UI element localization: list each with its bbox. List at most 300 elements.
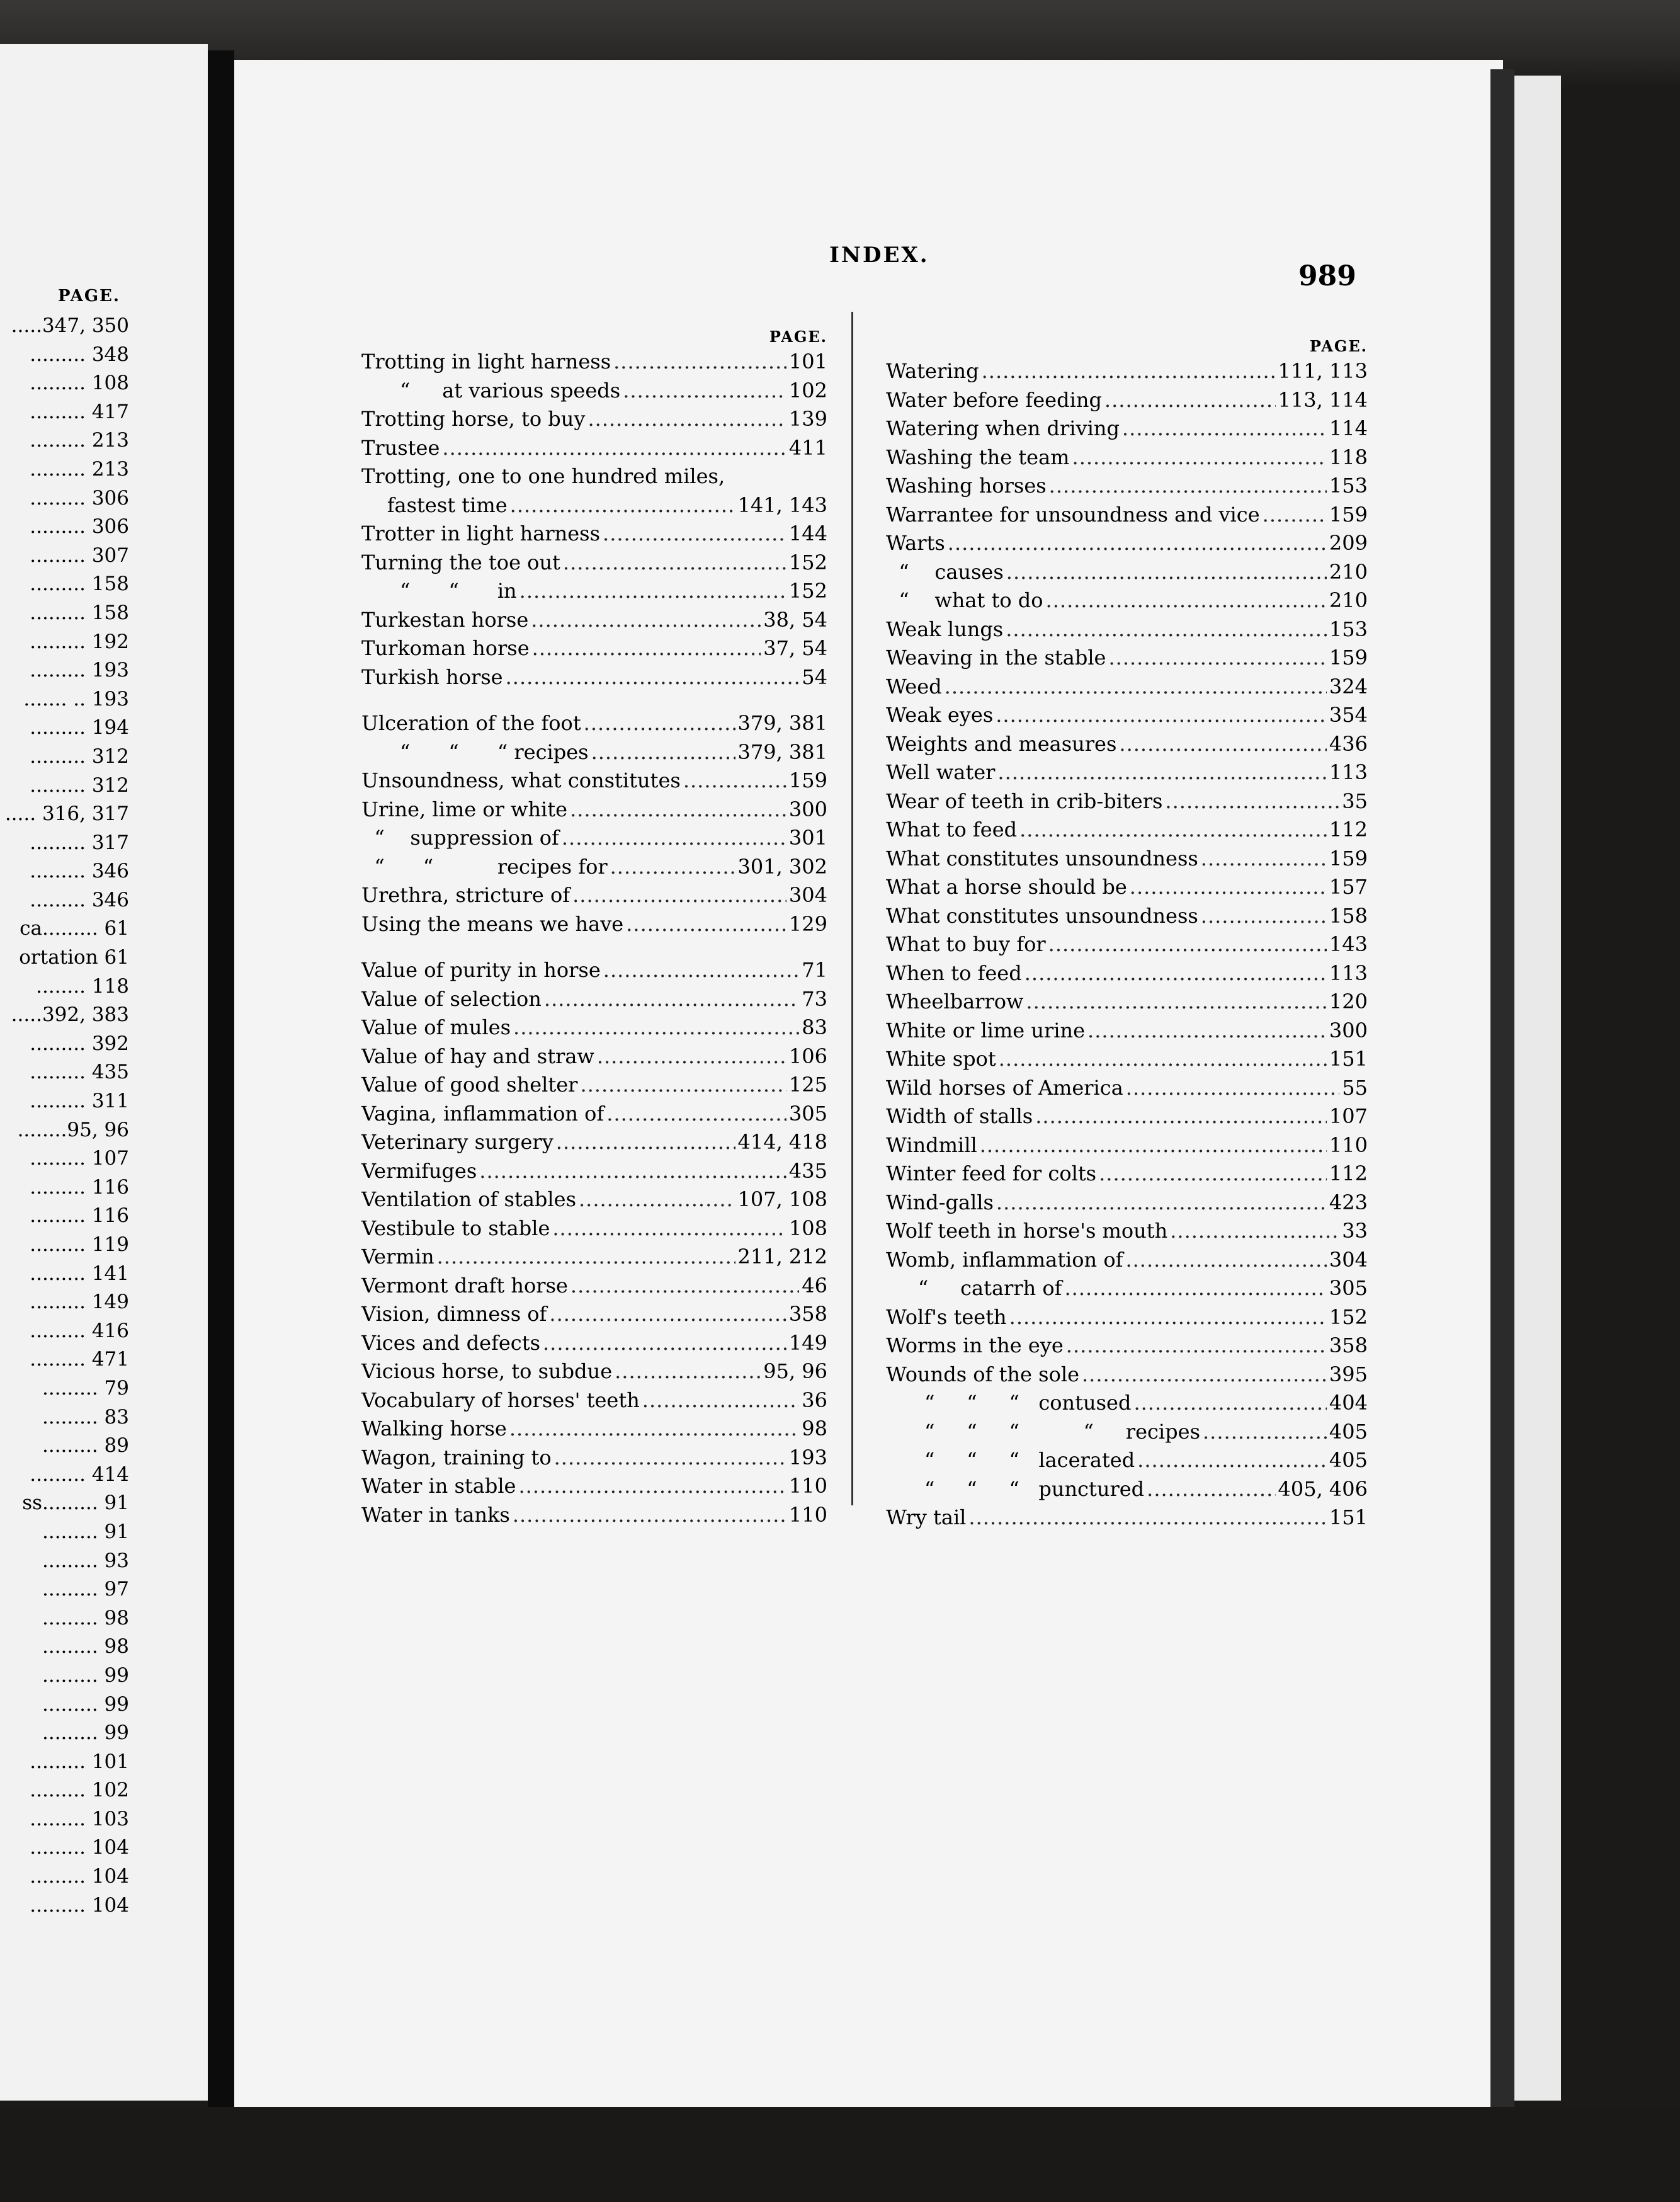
- index-entry: [361, 1472, 827, 1501]
- index-entry: [361, 910, 827, 939]
- dot-leader: [1035, 1102, 1327, 1131]
- left-page-fragment: ......... 98: [42, 1635, 129, 1658]
- left-page-fragment: .....392, 383: [11, 1003, 129, 1027]
- left-page-fragment: ......... 116: [30, 1175, 129, 1199]
- index-term: “ “ in: [361, 579, 517, 603]
- dot-leader: [606, 1100, 786, 1129]
- left-page-fragment: ......... 192: [30, 630, 129, 653]
- index-term: When to feed: [886, 961, 1022, 985]
- left-page-fragment: ......... 91: [42, 1520, 129, 1543]
- left-page-fragment: ......... 141: [30, 1262, 129, 1285]
- index-page-ref: 46: [802, 1273, 827, 1298]
- index-page-ref: 405: [1329, 1448, 1368, 1472]
- index-page-ref: 211, 212: [737, 1245, 827, 1269]
- index-entry: [886, 1446, 1368, 1475]
- index-page-ref: 107: [1329, 1104, 1368, 1128]
- index-term: Water in stable: [361, 1474, 516, 1498]
- index-term: “ “ recipes for: [361, 854, 608, 879]
- index-term: Weights and measures: [886, 731, 1117, 756]
- index-term: Wind-galls: [886, 1190, 994, 1214]
- dot-leader: [506, 663, 800, 692]
- index-entry: [886, 1418, 1368, 1447]
- index-term: Ulceration of the foot: [361, 711, 581, 735]
- index-entry: [361, 405, 827, 434]
- index-page-ref: 358: [1329, 1333, 1368, 1357]
- dot-leader: [1137, 1446, 1327, 1475]
- left-page-fragment: ......... 101: [30, 1750, 129, 1773]
- left-page-fragment: ......... 89: [42, 1434, 129, 1458]
- index-term: Well water: [886, 760, 996, 784]
- index-entry: [886, 529, 1368, 558]
- index-entry: [361, 1300, 827, 1329]
- index-entry: [361, 462, 827, 491]
- index-page-ref: 111, 113: [1278, 359, 1368, 383]
- index-term: White spot: [886, 1047, 996, 1071]
- dot-leader: [544, 985, 799, 1014]
- dot-leader: [1122, 414, 1327, 443]
- index-entry: [886, 1017, 1368, 1046]
- dot-leader: [1006, 615, 1327, 644]
- index-term: Veterinary surgery: [361, 1130, 553, 1154]
- dot-leader: [509, 1415, 799, 1444]
- dot-leader: [610, 853, 735, 882]
- index-term: Watering when driving: [886, 416, 1120, 440]
- index-page-ref: 95, 96: [763, 1359, 827, 1383]
- index-entry: [886, 730, 1368, 759]
- left-page-fragment: ......... 348: [30, 343, 129, 366]
- dot-leader: [615, 1357, 761, 1386]
- left-page-fragment: ......... 99: [42, 1663, 129, 1687]
- index-entry: [886, 1102, 1368, 1131]
- left-page-fragment: ......... 98: [42, 1606, 129, 1629]
- left-page-fragment: ......... 312: [30, 773, 129, 797]
- index-entry: [361, 1329, 827, 1358]
- dot-leader: [570, 796, 786, 824]
- index-page-ref: 324: [1329, 674, 1368, 699]
- index-term: Windmill: [886, 1132, 977, 1157]
- index-entry: [361, 738, 827, 767]
- dot-leader: [997, 758, 1327, 787]
- index-page-ref: 405: [1329, 1419, 1368, 1444]
- index-term: Warts: [886, 531, 945, 555]
- index-term: Vicious horse, to subdue: [361, 1359, 613, 1383]
- index-entry: [886, 902, 1368, 931]
- left-page-fragment: ......... 104: [30, 1865, 129, 1888]
- column-divider: [851, 312, 853, 1505]
- index-entry: [886, 586, 1368, 615]
- index-term: Weak lungs: [886, 617, 1004, 641]
- index-term: Value of purity in horse: [361, 958, 601, 982]
- dot-leader: [642, 1386, 799, 1415]
- index-term: Trustee: [361, 435, 440, 460]
- dot-leader: [996, 1189, 1327, 1218]
- index-page-ref: 110: [1329, 1132, 1368, 1157]
- index-term: Vision, dimness of: [361, 1302, 547, 1326]
- index-term: Washing horses: [886, 474, 1047, 498]
- dot-leader: [1201, 902, 1327, 931]
- dot-leader: [563, 549, 786, 578]
- index-term: Wolf teeth in horse's mouth: [886, 1219, 1168, 1243]
- index-entry: [886, 845, 1368, 874]
- index-term: Turning the toe out: [361, 550, 560, 574]
- index-entry: [886, 1361, 1368, 1389]
- left-page-fragment: ......... 158: [30, 601, 129, 624]
- index-entry: [886, 1189, 1368, 1218]
- dot-leader: [556, 1128, 735, 1157]
- index-page-ref: 159: [1329, 646, 1368, 670]
- dot-leader: [1130, 873, 1327, 902]
- left-page-fragment: ..... 316, 317: [4, 802, 129, 826]
- index-page-ref: 144: [788, 522, 827, 545]
- dot-leader: [442, 434, 786, 463]
- index-entry: [886, 1503, 1368, 1532]
- index-page-ref: 159: [1329, 846, 1368, 870]
- index-entry: [361, 1415, 827, 1444]
- index-term: Wolf's teeth: [886, 1304, 1007, 1329]
- index-page-ref: 143: [1329, 932, 1368, 956]
- dot-leader: [1170, 1217, 1339, 1246]
- index-entry: [886, 1332, 1368, 1361]
- index-term: What to feed: [886, 818, 1018, 841]
- left-page-fragment: ......... 83: [42, 1405, 129, 1429]
- left-page-fragment: ......... 149: [30, 1291, 129, 1314]
- dot-leader: [968, 1503, 1327, 1532]
- dot-leader: [543, 1329, 786, 1358]
- index-term: “ “ “ lacerated: [886, 1448, 1135, 1472]
- index-page-ref: 301: [788, 826, 827, 850]
- index-term: Washing the team: [886, 445, 1070, 469]
- index-page-ref: 300: [788, 797, 827, 821]
- index-entry: [886, 1217, 1368, 1246]
- dot-leader: [982, 357, 1276, 386]
- dot-leader: [1065, 1274, 1327, 1303]
- page-edge: [1514, 76, 1561, 2101]
- dot-leader: [532, 634, 761, 663]
- index-entry: [886, 472, 1368, 501]
- dot-leader: [1108, 644, 1326, 673]
- index-term: Unsoundness, what constitutes: [361, 768, 681, 792]
- index-entry: [361, 796, 827, 824]
- index-page-ref: 101: [788, 350, 827, 374]
- dot-leader: [626, 910, 786, 939]
- index-term: Vermont draft horse: [361, 1273, 568, 1298]
- dot-leader: [1201, 845, 1327, 874]
- dot-leader: [980, 1131, 1327, 1160]
- dot-leader: [1082, 1361, 1327, 1389]
- index-term: Ventilation of stables: [361, 1187, 576, 1211]
- dot-leader: [1019, 816, 1327, 845]
- index-page-ref: 157: [1329, 875, 1368, 899]
- index-page-ref: 301, 302: [737, 854, 827, 879]
- index-term: Trotting in light harness: [361, 350, 611, 374]
- index-page-ref: 73: [802, 986, 827, 1011]
- dot-leader: [1009, 1303, 1327, 1332]
- index-page-ref: 37, 54: [763, 636, 827, 660]
- index-term: Wounds of the sole: [886, 1362, 1079, 1386]
- index-term: Watering: [886, 359, 979, 383]
- index-term: Wagon, training to: [361, 1445, 552, 1469]
- index-page-ref: 98: [802, 1417, 827, 1440]
- right-page: [234, 60, 1503, 2116]
- left-page-fragment: ......... 213: [30, 457, 129, 481]
- index-page-ref: 152: [788, 579, 827, 603]
- index-entry: [886, 1274, 1368, 1303]
- dot-leader: [945, 673, 1327, 702]
- index-entry: [361, 348, 827, 377]
- index-entry: [361, 1444, 827, 1473]
- index-page-ref: 110: [788, 1502, 827, 1527]
- index-entry: [361, 881, 827, 910]
- index-entry: [361, 709, 827, 738]
- index-page-ref: 113, 114: [1278, 387, 1368, 412]
- index-page-ref: 54: [802, 665, 827, 689]
- index-page-ref: 114: [1329, 416, 1368, 440]
- index-entry: [361, 1272, 827, 1301]
- index-page-ref: 193: [788, 1445, 827, 1469]
- dot-leader: [623, 377, 786, 406]
- dot-leader: [513, 1501, 786, 1530]
- index-entry: [361, 1185, 827, 1214]
- index-page-ref: 304: [1329, 1247, 1368, 1272]
- index-term: fastest time: [361, 493, 508, 517]
- index-term: Wear of teeth in crib-biters: [886, 789, 1163, 813]
- index-entry: [361, 1501, 827, 1530]
- left-page-fragment: ........95, 96: [17, 1118, 129, 1141]
- dot-leader: [1133, 1389, 1326, 1418]
- index-entry: [886, 1045, 1368, 1074]
- index-term: Weed: [886, 674, 942, 699]
- index-page-ref: 129: [788, 911, 827, 936]
- index-page-ref: 404: [1329, 1391, 1368, 1415]
- left-page-fragment: ......... 97: [42, 1578, 129, 1601]
- index-entry: [886, 443, 1368, 472]
- left-page-fragment: ......... 108: [30, 372, 129, 395]
- left-page-fragment: ......... 312: [30, 744, 129, 768]
- index-page-ref: 423: [1329, 1190, 1368, 1214]
- index-entry: [886, 758, 1368, 787]
- left-page-header: PAGE.: [58, 287, 120, 305]
- index-entry: [361, 1128, 827, 1157]
- index-page-ref: 151: [1329, 1505, 1368, 1529]
- index-entry: [886, 357, 1368, 386]
- index-term: Warrantee for unsoundness and vice: [886, 502, 1260, 527]
- index-term: Trotting, one to one hundred miles,: [361, 464, 725, 488]
- dot-leader: [552, 1214, 786, 1243]
- index-term: What to buy for: [886, 932, 1046, 956]
- left-page-fragment: ......... 306: [30, 486, 129, 510]
- index-entry: [886, 386, 1368, 415]
- dot-leader: [479, 1157, 786, 1186]
- left-page-fragment: ......... 416: [30, 1319, 129, 1342]
- index-entry: [361, 663, 827, 692]
- index-term: Using the means we have: [361, 911, 624, 936]
- index-page-ref: 153: [1329, 617, 1368, 641]
- left-page-fragment: ......... 79: [42, 1376, 129, 1400]
- index-entry: [361, 1071, 827, 1100]
- left-page-fragment: ......... 103: [30, 1807, 129, 1830]
- left-page-fragment: ......... 306: [30, 515, 129, 539]
- left-page-fragment: ......... 471: [30, 1348, 129, 1371]
- index-page-ref: 379, 381: [737, 711, 827, 735]
- index-page-ref: 411: [788, 435, 827, 460]
- index-entry: [886, 1475, 1368, 1504]
- background-bottom: [0, 2107, 1680, 2202]
- left-page-fragment: ......... 107: [30, 1147, 129, 1170]
- index-entry: [361, 767, 827, 796]
- dot-leader: [572, 881, 786, 910]
- index-page-ref: 38, 54: [763, 607, 827, 632]
- index-term: Value of hay and straw: [361, 1044, 594, 1068]
- index-page-ref: 151: [1329, 1047, 1368, 1071]
- index-page-ref: 112: [1329, 1161, 1368, 1185]
- index-page-ref: 305: [1329, 1276, 1368, 1300]
- running-head: INDEX.: [829, 242, 929, 268]
- index-entry: [361, 634, 827, 663]
- dot-leader: [518, 1472, 786, 1501]
- dot-leader: [519, 577, 786, 606]
- dot-leader: [549, 1300, 786, 1329]
- index-term: Trotting horse, to buy: [361, 407, 586, 431]
- index-page-ref: 358: [788, 1302, 827, 1326]
- index-page-ref: 435: [788, 1158, 827, 1183]
- index-term: Vermifuges: [361, 1158, 477, 1183]
- dot-leader: [603, 956, 800, 985]
- index-page-ref: 305: [788, 1101, 827, 1126]
- index-page-ref: 33: [1342, 1219, 1368, 1243]
- index-page-ref: 300: [1329, 1018, 1368, 1042]
- page-number: 989: [1298, 260, 1356, 292]
- index-term: “ causes: [886, 559, 1004, 584]
- index-entry: [886, 644, 1368, 673]
- dot-leader: [1119, 730, 1327, 759]
- index-page-ref: 120: [1329, 990, 1368, 1013]
- index-page-ref: 354: [1329, 703, 1368, 727]
- left-page-fragment: ......... 311: [30, 1090, 129, 1113]
- index-entry: [886, 959, 1368, 988]
- index-page-ref: 159: [1329, 502, 1368, 527]
- dot-leader: [579, 1185, 735, 1214]
- index-term: Water before feeding: [886, 387, 1102, 412]
- index-term: Water in tanks: [361, 1502, 510, 1527]
- index-term: What constitutes unsoundness: [886, 846, 1198, 870]
- index-entry: [886, 1246, 1368, 1275]
- dot-leader: [1147, 1475, 1275, 1504]
- dot-leader: [584, 709, 735, 738]
- index-entry: [361, 1157, 827, 1186]
- left-page-fragment: ......... 99: [42, 1692, 129, 1716]
- dot-leader: [1049, 472, 1327, 501]
- dot-leader: [570, 1272, 799, 1301]
- dot-leader: [999, 1045, 1327, 1074]
- left-page-fragments: [0, 312, 129, 1920]
- index-page-ref: 153: [1329, 474, 1368, 498]
- index-term: “ “ “ punctured: [886, 1476, 1145, 1501]
- index-page-ref: 152: [1329, 1304, 1368, 1329]
- index-term: “ suppression of: [361, 826, 559, 850]
- index-entry: [886, 673, 1368, 702]
- index-entry: [361, 824, 827, 853]
- index-page-ref: 209: [1329, 531, 1368, 555]
- index-page-ref: 149: [788, 1330, 827, 1355]
- left-page-fragment: ......... 414: [30, 1463, 129, 1486]
- index-page-ref: 112: [1329, 818, 1368, 841]
- index-term: Urine, lime or white: [361, 797, 568, 821]
- book-spine: [208, 50, 234, 2110]
- left-page-fragment: ......... 119: [30, 1233, 129, 1256]
- index-term: Trotter in light harness: [361, 522, 601, 545]
- index-term: Weaving in the stable: [886, 646, 1106, 670]
- dot-leader: [1046, 586, 1327, 615]
- index-entry: [886, 414, 1368, 443]
- index-page-ref: 395: [1329, 1362, 1368, 1386]
- section-gap: [361, 938, 827, 956]
- index-term: Winter feed for colts: [886, 1161, 1097, 1185]
- index-page-ref: 83: [802, 1015, 827, 1039]
- left-page-fragment: ca......... 61: [20, 917, 129, 940]
- index-page-ref: 304: [788, 883, 827, 907]
- dot-leader: [996, 701, 1327, 730]
- left-page-fragment: ......... 346: [30, 860, 129, 883]
- index-page-ref: 108: [788, 1216, 827, 1240]
- index-entry: [361, 491, 827, 520]
- index-entry: [361, 1386, 827, 1415]
- index-entry: [886, 558, 1368, 587]
- column-header: PAGE.: [769, 328, 827, 346]
- dot-leader: [1125, 1246, 1326, 1275]
- index-entry: [361, 520, 827, 549]
- index-page-ref: 102: [788, 378, 827, 402]
- index-term: Value of good shelter: [361, 1073, 578, 1097]
- index-term: What a horse should be: [886, 875, 1127, 899]
- dot-leader: [1203, 1418, 1327, 1447]
- left-page-fragment: ......... 158: [30, 573, 129, 596]
- index-term: “ what to do: [886, 588, 1043, 612]
- index-page-ref: 113: [1329, 760, 1368, 784]
- index-entry: [361, 853, 827, 882]
- left-page-fragment: .....347, 350: [11, 314, 129, 337]
- index-term: Weak eyes: [886, 703, 994, 727]
- index-page-ref: 405, 406: [1278, 1476, 1368, 1501]
- dot-leader: [1099, 1160, 1327, 1189]
- index-term: Turkestan horse: [361, 607, 529, 632]
- index-entry: [886, 1160, 1368, 1189]
- index-page-ref: 110: [788, 1474, 827, 1498]
- index-page-ref: 158: [1329, 903, 1368, 928]
- index-entry: [361, 434, 827, 463]
- left-page-fragment: ....... .. 193: [23, 687, 129, 710]
- index-page-ref: 71: [802, 958, 827, 982]
- dot-leader: [1026, 988, 1327, 1017]
- left-page-fragment: ......... 307: [30, 544, 129, 567]
- index-term: Vices and defects: [361, 1330, 540, 1355]
- index-term: White or lime urine: [886, 1018, 1086, 1042]
- index-entry: [886, 1131, 1368, 1160]
- index-term: Wheelbarrow: [886, 990, 1024, 1013]
- index-term: Worms in the eye: [886, 1333, 1064, 1357]
- dot-leader: [1066, 1332, 1327, 1361]
- index-column-right: [886, 337, 1368, 1532]
- index-page-ref: 210: [1329, 588, 1368, 612]
- index-entry: [886, 988, 1368, 1017]
- index-entry: [886, 816, 1368, 845]
- index-entry: [886, 615, 1368, 644]
- index-term: Vagina, inflammation of: [361, 1101, 604, 1126]
- index-entry: [361, 956, 827, 985]
- dot-leader: [1104, 386, 1276, 415]
- index-term: Walking horse: [361, 1417, 507, 1440]
- dot-leader: [613, 348, 786, 377]
- index-term: Width of stalls: [886, 1104, 1033, 1128]
